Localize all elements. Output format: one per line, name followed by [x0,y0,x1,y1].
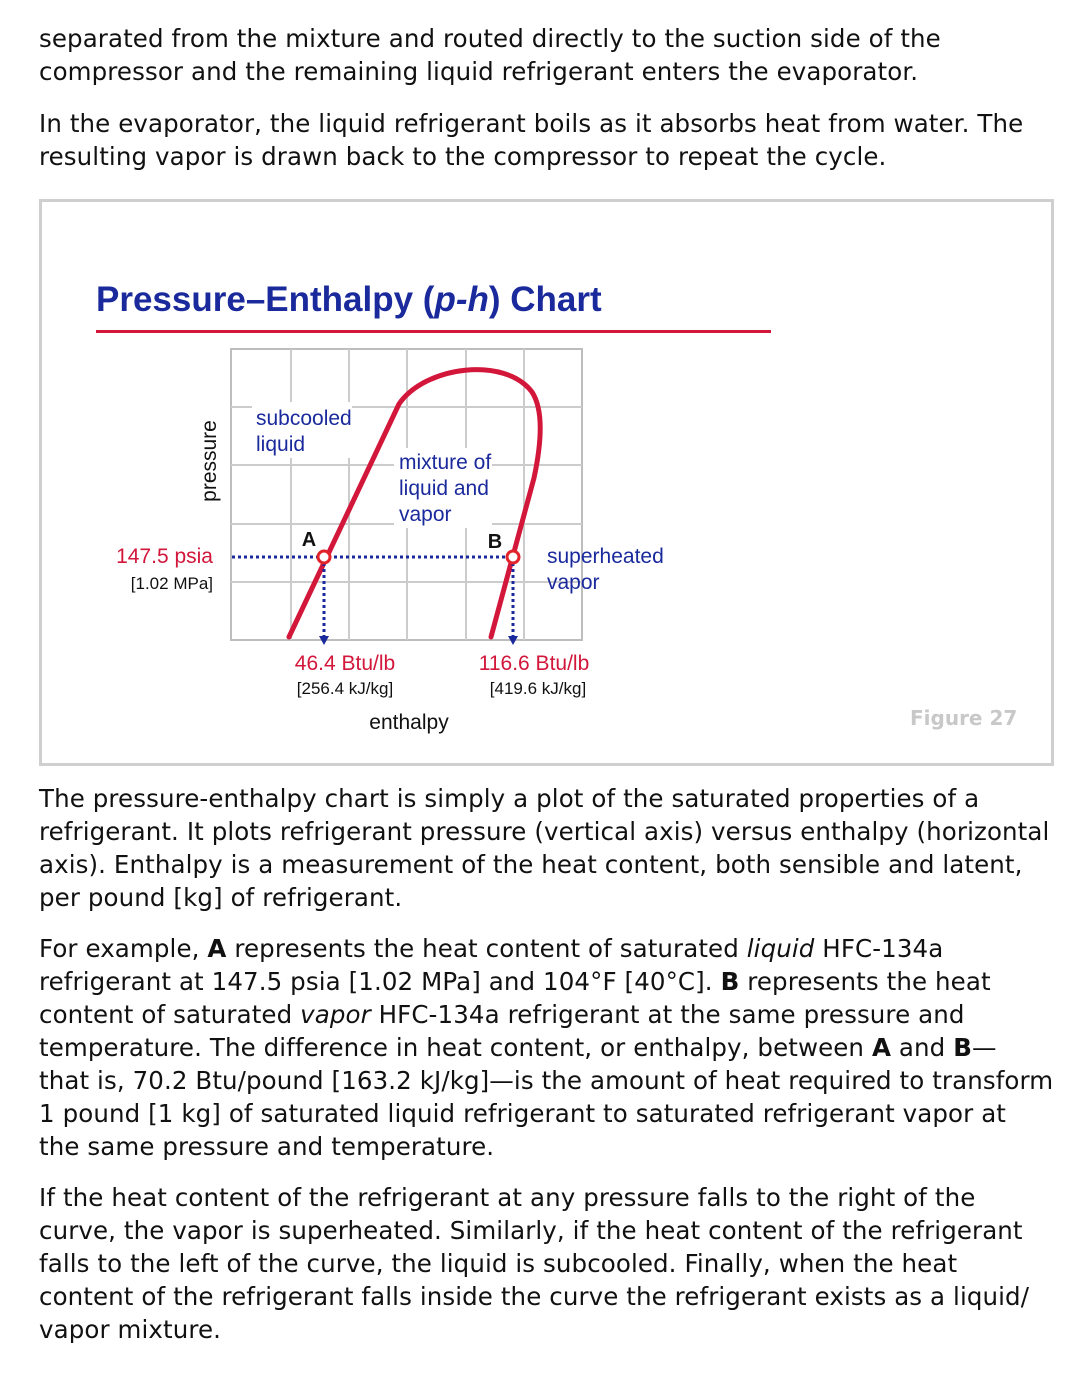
enthalpy-a-si-label: [256.4 kJ/kg] [296,679,394,698]
p4-point-a: A [207,934,227,963]
enthalpy-b-si-label: [419.6 kJ/kg] [489,679,587,698]
region-subcooled-line2: liquid [256,433,306,456]
region-mixture-line3: vapor [399,503,452,526]
y-axis-label: pressure [198,420,221,502]
p4-text-4: represents the heat content of saturated [39,967,991,1029]
point-b-label: B [487,531,503,553]
p4-point-a-2: A [871,1033,892,1062]
pressure-value-label: 147.5 psia [116,545,213,568]
p4-vapor-emph: vapor [300,1000,371,1029]
figure-label: Figure 27 [910,706,1018,730]
p4-point-b-2: B [953,1033,972,1062]
p4-text-2: represents the heat content of saturated [226,934,747,963]
chart-title-italic: p-h [434,280,489,319]
paragraph-3: The pressure-enthalpy chart is simply a plot of the saturated properties of a refrigerant. It plots refrigerant pressure (vertical axis) versus enthalpy (horizontal axis). Enthalpy is a measurement of the heat content, both sensible and latent, per pound [kg] of refrigerant. [39,784,1050,912]
point-a-label: A [301,529,317,551]
paragraph-5: If the heat content of the refrigerant at any pressure falls to the right of the curve, the vapor is superheated. Similarly, if the heat content of the refrigerant falls to the left of the curve, the liquid is subcooled. Finally, when the heat content of the refrigerant falls inside the curve the refrigerant exists as a liquid/ vapor mixture. [39,1183,1030,1344]
p4-point-b: B [720,967,740,996]
p4-text-7: — that is, 70.2 Btu/pound [163.2 kJ/kg]—is the amount of heat required to transform 1 pound [1 kg] of saturated liquid refrigerant to saturated refrigerant vapor at the same pressure and temperature. [39,1033,1054,1161]
paragraph-4 [39,932,1054,1163]
region-mixture-line1: mixture of [399,451,492,474]
pressure-value-si-label: [1.02 MPa] [130,574,213,593]
p4-text-6: and [891,1033,954,1062]
p4-text-1: For example, [39,934,208,963]
region-superheated-line1: superheated [547,545,664,568]
region-mixture-line2: liquid and [399,477,489,500]
chart-title-main: Pressure–Enthalpy ( [96,280,435,319]
point-a-marker [318,551,330,563]
chart-title-end: ) Chart [488,280,602,319]
paragraph-1: separated from the mixture and routed directly to the suction side of the compressor and the remaining liquid refrigerant enters the evaporator. [39,24,941,86]
p4-text-5: HFC-134a refrigerant at the same pressure and temperature. The difference in heat content, or enthalpy, between [39,1000,965,1062]
x-axis-label: enthalpy [369,711,449,734]
paragraph-2: In the evaporator, the liquid refrigerant boils as it absorbs heat from water. The resulting vapor is drawn back to the compressor to repeat the cycle. [39,109,1024,171]
enthalpy-a-label: 46.4 Btu/lb [294,652,396,675]
p4-text-3: HFC-134a refrigerant at 147.5 psia [1.02 MPa] and 104°F [40°C]. [39,934,944,996]
region-superheated-line2: vapor [547,571,600,594]
point-b-marker [507,551,519,563]
enthalpy-b-label: 116.6 Btu/lb [478,652,590,675]
region-subcooled-line1: subcooled [256,407,352,430]
p4-liquid-emph: liquid [746,934,815,963]
